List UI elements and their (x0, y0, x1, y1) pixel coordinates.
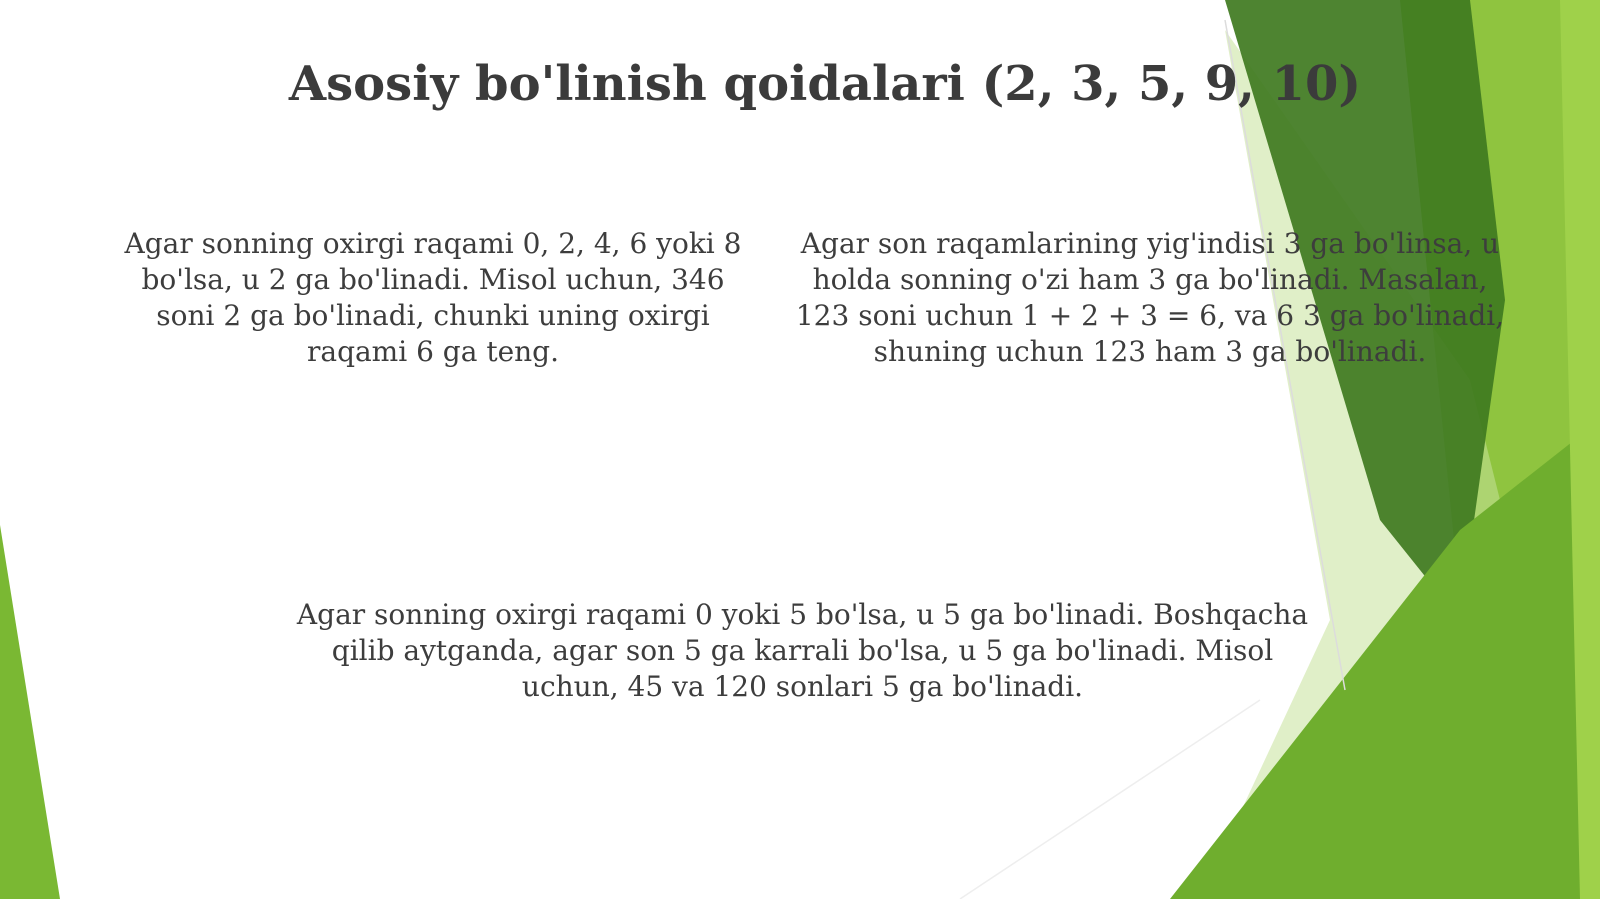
rule-5-text: Agar sonning oxirgi raqami 0 yoki 5 bo'lsa, u 5 ga bo'linadi. Boshqacha qilib aytganda, agar son 5 ga karrali bo'lsa, u 5 ga bo'linadi. Misol uchun, 45 va 120 sonlari 5 ga bo'linadi. (296, 598, 1309, 703)
slide-title: Asosiy bo'linish qoidalari (2, 3, 5, 9, 10) (288, 56, 1362, 112)
rule-3-text: Agar son raqamlarining yig'indisi 3 ga bo'linsa, u holda sonning o'zi ham 3 ga bo'linadi. Masalan, 123 soni uchun 1 + 2 + 3 = 6, va 6 3 ga bo'linadi, shuning uchun 123 ham 3 ga bo'linadi. (795, 227, 1505, 368)
left-green-triangle (0, 525, 60, 899)
rule-2-text: Agar sonning oxirgi raqami 0, 2, 4, 6 yoki 8 bo'lsa, u 2 ga bo'linadi. Misol uchun, 346 soni 2 ga bo'linadi, chunki uning oxirgi raqami 6 ga teng. (124, 227, 742, 368)
